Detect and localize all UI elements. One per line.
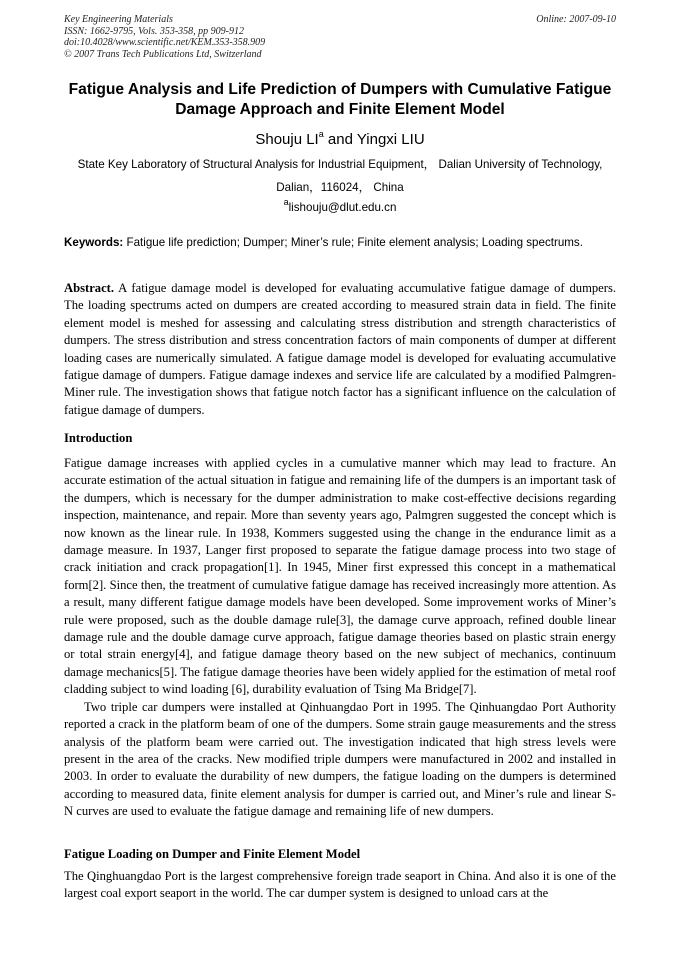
author-1-affiliation-mark: a	[318, 129, 324, 139]
section-2-paragraph-1: The Qinghuangdao Port is the largest comprehensive foreign trade seaport in China. And also it is one of the largest coal export seaport in the world. The car dumper system is designed to unload cars at the	[64, 869, 616, 901]
email-mark: a	[283, 197, 289, 208]
journal-header	[64, 14, 616, 60]
introduction-heading: Introduction	[64, 431, 133, 445]
author-2: Yingxi LIU	[356, 131, 425, 148]
section-2-body	[64, 868, 616, 903]
author-conjunction: and	[323, 131, 357, 148]
doi-line: doi:10.4028/www.scientific.net/KEM.353-358.909	[64, 37, 266, 48]
author-line	[64, 130, 616, 150]
paper-title: Fatigue Analysis and Life Prediction of Dumpers with Cumulative Fatigue Damage Approach and Finite Element Model	[68, 81, 612, 118]
affiliation: State Key Laboratory of Structural Analysis for Industrial Equipment， Dalian University of Technology, Dalian，116024， China	[77, 158, 603, 194]
email-address: lishouju@dlut.edu.cn	[288, 201, 397, 214]
abstract-text: A fatigue damage model is developed for evaluating accumulative fatigue damage of dumpers. The loading spectrums acted on dumpers are created according to measured strain data in field. The finite element model is meshed for assessing and calculating stress distribution and strength characteristics of dumpers. The stress distribution and stress concentration factors of main components of dumper at different loading cases are numerically simulated. A fatigue damage model is developed for evaluating accumulative fatigue damage of dumpers. Fatigue damage indexes and service life are calculated by a modified Palmgren-Miner rule. The investigation shows that fatigue notch factor has a significant influence on the calculation of fatigue damage of dumpers.	[64, 281, 616, 417]
author-1: Shouju LI	[255, 131, 319, 148]
section-2-heading: Fatigue Loading on Dumper and Finite Element Model	[64, 847, 361, 861]
keywords	[64, 235, 616, 252]
issn-line: ISSN: 1662-9795, Vols. 353-358, pp 909-912	[64, 25, 244, 37]
keywords-label: Keywords:	[64, 236, 124, 249]
keywords-text: Fatigue life prediction; Dumper; Miner’s rule; Finite element analysis; Loading spectrums.	[123, 236, 583, 249]
abstract	[64, 280, 616, 419]
abstract-label: Abstract.	[64, 281, 115, 295]
email-line	[64, 198, 616, 218]
copyright-line: © 2007 Trans Tech Publications Ltd, Switzerland	[64, 48, 262, 60]
introduction-body	[64, 455, 616, 821]
introduction-paragraph-1: Fatigue damage increases with applied cycles in a cumulative manner which may lead to fracture. An accurate estimation of the actual situation in fatigue and remaining life of the dumpers is an important task of the dumpers, which is necessary for the dumper administration to make cost-effective decisions regarding inspection, maintenance, and repair. More than seventy years ago, Palmgren suggested the concept which is now known as the linear rule. In 1938, Kommers suggested using the change in the endurance limit as a damage measure. In 1937, Langer first proposed to separate the fatigue damage process into two stage of crack initiation and crack propagation[1]. In 1945, Miner first expressed this concept in a mathematical form[2]. Since then, the treatment of cumulative fatigue damage has received increasingly more attention. As a result, many different fatigue damage models have been developed. Some improvement works of Miner’s rule were proposed, such as the double damage rule[3], the damage curve approach, refined double linear damage rule and the double damage curve approach, fatigue damage theories based on plastic strain energy or total strain energy[4], and fatigue damage theory based on the new subject of mechanics, continuum damage mechanics[5]. The fatigue damage theories have been widely applied for the estimation of metal roof cladding subject to wind loading [6], durability evaluation of Tsing Ma Bridge[7].	[64, 456, 616, 697]
journal-name: Key Engineering Materials	[64, 14, 173, 25]
introduction-paragraph-2: Two triple car dumpers were installed at Qinhuangdao Port in 1995. The Qinhuangdao Port Authority reported a crack in the platform beam of one of the dumpers. Some strain gauge measurements and the stress analysis of the platform beam were carried out. The investigation indicated that high stress levels were present in the area of the cracks. New modified triple dumpers were manufactured in 2002 and installed in 2003. In order to evaluate the durability of new dumpers, the fatigue loading on the dumpers is determined according to measured data, finite element analysis for dumper is carried out, and Miner’s rule and linear S-N curves are used to evaluate the fatigue damage and remaining life of new dumpers.	[64, 699, 616, 819]
online-date: Online: 2007-09-10	[536, 14, 616, 25]
